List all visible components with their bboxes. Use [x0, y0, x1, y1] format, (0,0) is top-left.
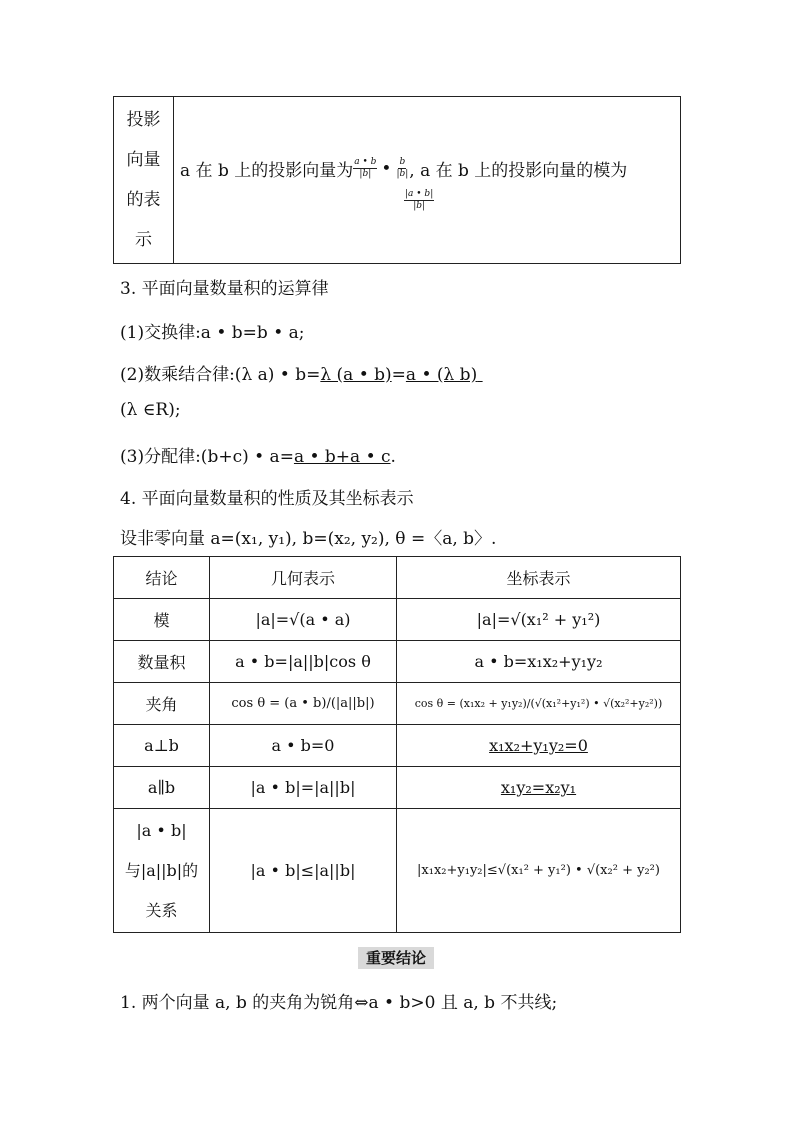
properties-table — [113, 556, 681, 933]
fraction: $\frac{|a • b|}{|b|}$ — [405, 188, 434, 211]
important-conclusions-badge: 重要结论 — [358, 947, 434, 969]
coord-cell: cos θ = (x₁x₂ + y₁y₂)/(√(x₁²+y₁²) • √(x₂²+y₂²)) — [397, 683, 681, 725]
geo-cell: |a • b|=|a||b| — [210, 767, 397, 809]
coord-cell: |a|=√(x₁² + y₁²) — [397, 599, 681, 641]
law2: (2)数乘结合律:(λ a) • b=λ (a • b)=a • (λ b) — [120, 365, 478, 385]
label-line: 投影 — [126, 110, 161, 130]
geo-cell: a • b=0 — [210, 725, 397, 767]
law1: (1)交换律:a • b=b • a; — [120, 323, 305, 343]
geo-cell: |a • b|≤|a||b| — [210, 809, 397, 933]
section3-title: 3. 平面向量数量积的运算律 — [120, 279, 329, 299]
row-label: |a • b|与|a||b|的关系 — [114, 809, 210, 933]
law3: (3)分配律:(b+c) • a=a • b+a • c. — [120, 447, 396, 467]
coord-cell: a • b=x₁x₂+y₁y₂ — [397, 641, 681, 683]
row-label: a∥b — [114, 767, 210, 809]
section4-title: 4. 平面向量数量积的性质及其坐标表示 — [120, 489, 414, 509]
coord-cell: |x₁x₂+y₁y₂|≤√(x₁² + y₁²) • √(x₂² + y₂²) — [397, 809, 681, 933]
row-label: 模 — [114, 599, 210, 641]
row-label: 数量积 — [114, 641, 210, 683]
conclusion-1: 1. 两个向量 a, b 的夹角为锐角⇔a • b>0 且 a, b 不共线; — [120, 993, 558, 1013]
fraction: $\frac{a • b}{|b|}$ — [354, 157, 377, 179]
projection-table — [113, 96, 681, 264]
fraction: $\frac{b}{|b|}$ — [396, 157, 409, 179]
projection-label-cell — [114, 97, 174, 264]
coord-cell: x₁x₂+y₁y₂=0 — [397, 725, 681, 767]
law2-condition: (λ ∈R); — [120, 400, 181, 420]
section4-intro: 设非零向量 a=(x₁, y₁), b=(x₂, y₂), θ =〈a, b〉. — [120, 529, 497, 549]
proj-text-a: a 在 b 上的投影向量为 — [180, 161, 354, 181]
header-cell: 结论 — [114, 557, 210, 599]
row-label: 夹角 — [114, 683, 210, 725]
projection-text-cell — [174, 97, 681, 264]
label-line: 示 — [135, 230, 152, 250]
row-label: a⊥b — [114, 725, 210, 767]
header-cell: 坐标表示 — [397, 557, 681, 599]
label-line: 向量 — [126, 150, 161, 170]
geo-cell: a • b=|a||b|cos θ — [210, 641, 397, 683]
geo-cell: cos θ = (a • b)/(|a||b|) — [210, 683, 397, 725]
coord-cell: x₁y₂=x₂y₁ — [397, 767, 681, 809]
proj-text-b: , a 在 b 上的投影向量的模为 — [409, 161, 628, 181]
header-cell: 几何表示 — [210, 557, 397, 599]
dot-operator: • — [381, 158, 392, 179]
label-line: 的表 — [126, 190, 161, 210]
geo-cell: |a|=√(a • a) — [210, 599, 397, 641]
